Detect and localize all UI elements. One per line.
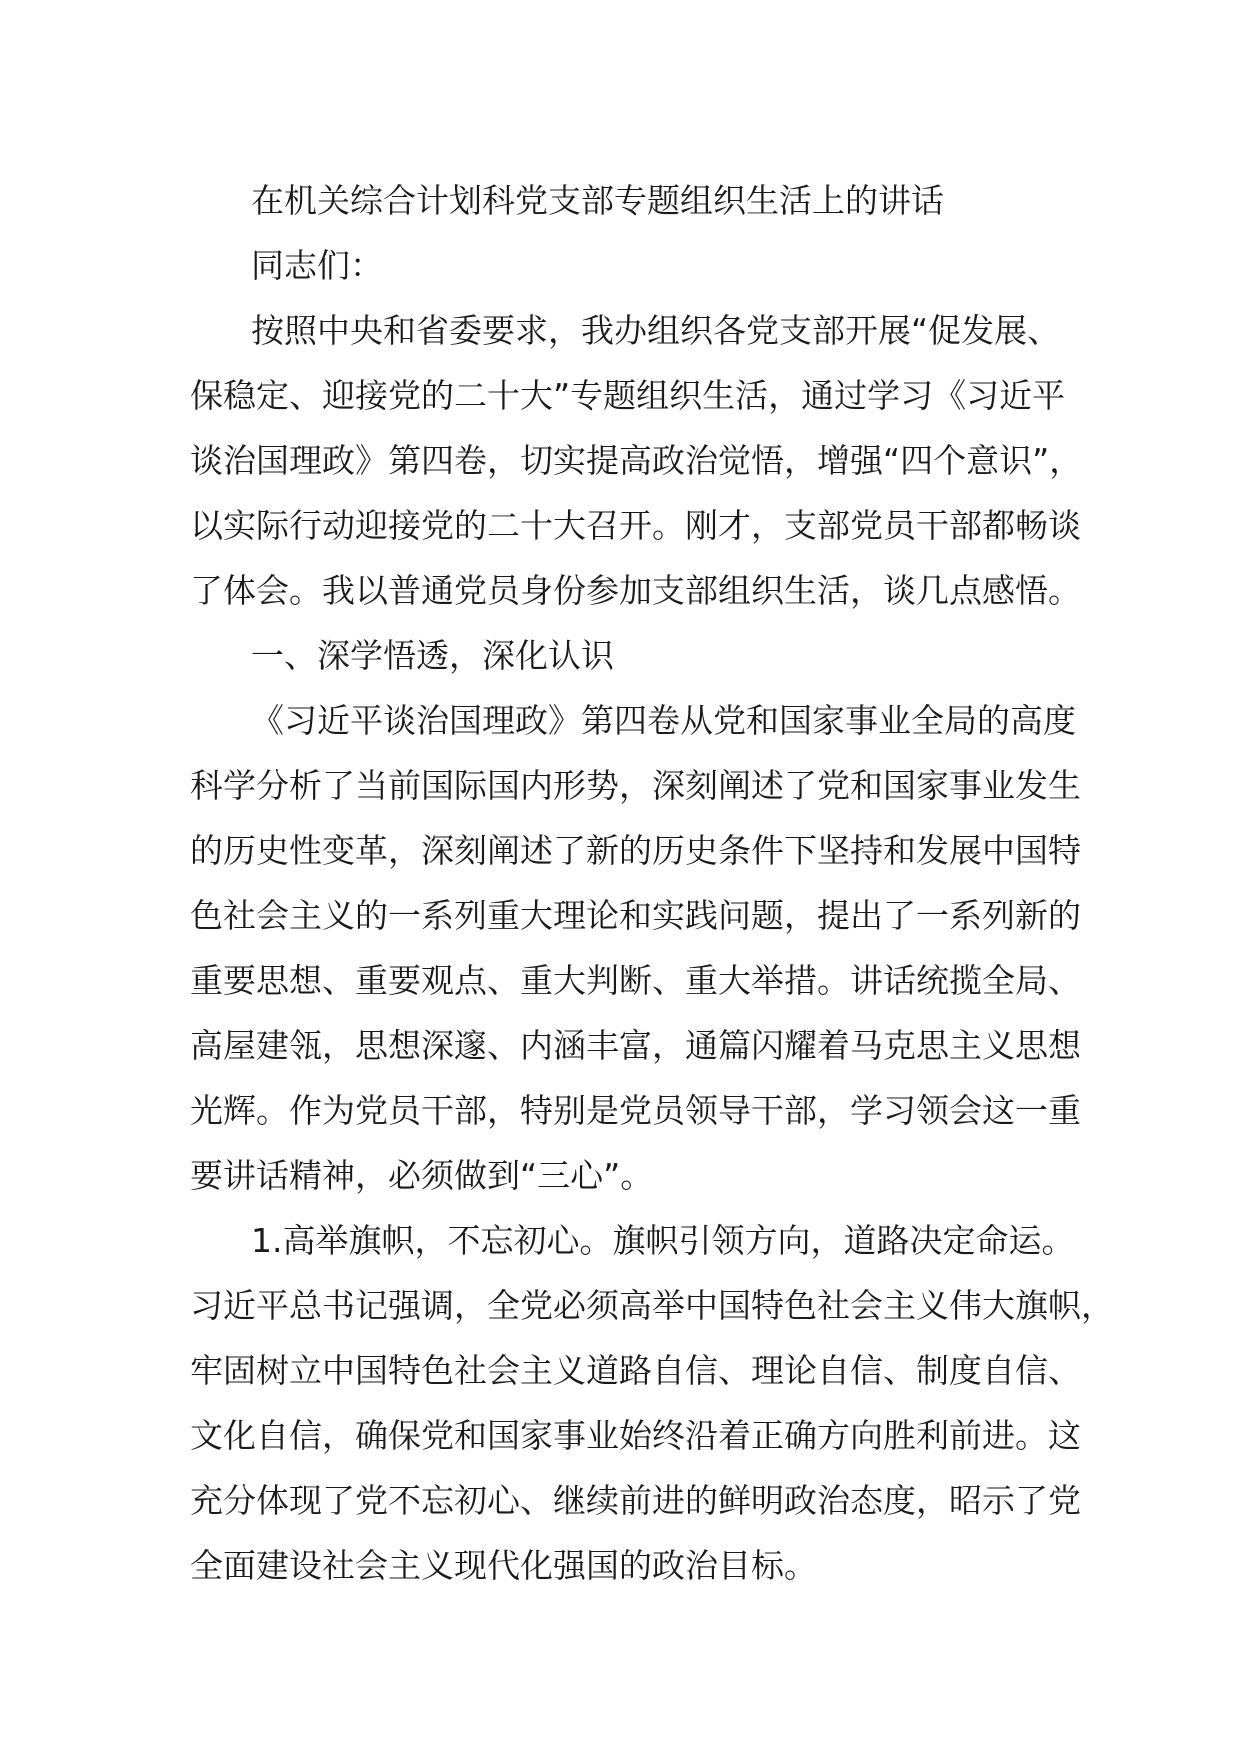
paragraph-line: 的历史性变革，深刻阐述了新的历史条件下坚持和发展中国特 [190,831,1081,870]
paragraph-line: 保稳定、迎接党的二十大”专题组织生活，通过学习《习近平 [190,376,1066,415]
section-heading [190,623,1050,688]
paragraph-book [190,688,1081,1208]
paragraph-line: 按照中央和省委要求，我办组织各党支部开展“促发展、 [251,311,1061,350]
paragraph-line: 了体会。我以普通党员身份参加支部组织生活，谈几点感悟。 [190,571,1081,610]
section-heading-text: 一、深学悟透，深化认识 [251,636,614,675]
paragraph-line: 高屋建瓴，思想深邃、内涵丰富，通篇闪耀着马克思主义思想 [190,1026,1081,1065]
paragraph-point-1 [190,1208,1114,1598]
paragraph-line: 要讲话精神，必须做到“三心”。 [190,1156,654,1195]
paragraph-line: 色社会主义的一系列重大理论和实践问题，提出了一系列新的 [190,896,1081,935]
paragraph-line: 习近平总书记强调，全党必须高举中国特色社会主义伟大旗帜， [190,1286,1114,1325]
paragraph-line: 《习近平谈治国理政》第四卷从党和国家事业全局的高度 [251,701,1076,740]
document-body [190,168,1114,1598]
paragraph-line: 全面建设社会主义现代化强国的政治目标。 [190,1546,817,1585]
paragraph-line: 光辉。作为党员干部，特别是党员领导干部，学习领会这一重 [190,1091,1081,1130]
document-title: 在机关综合计划科党支部专题组织生活上的讲话 [251,181,944,220]
paragraph-intro [190,298,1083,623]
paragraph-line: 充分体现了党不忘初心、继续前进的鲜明政治态度，昭示了党 [190,1481,1081,1520]
paragraph-line: 文化自信，确保党和国家事业始终沿着正确方向胜利前进。这 [190,1416,1081,1455]
paragraph-line: 1.高举旗帜，不忘初心。旗帜引领方向，道路决定命运。 [251,1221,1075,1260]
paragraph-line: 谈治国理政》第四卷，切实提高政治觉悟，增强“四个意识”， [190,441,1083,480]
salutation: 同志们： [251,246,383,285]
paragraph-line: 以实际行动迎接党的二十大召开。刚才，支部党员干部都畅谈 [190,506,1081,545]
paragraph-line: 科学分析了当前国际国内形势，深刻阐述了党和国家事业发生 [190,766,1081,805]
paragraph-line: 牢固树立中国特色社会主义道路自信、理论自信、制度自信、 [190,1351,1081,1390]
paragraph-line: 重要思想、重要观点、重大判断、重大举措。讲话统揽全局、 [190,961,1081,1000]
